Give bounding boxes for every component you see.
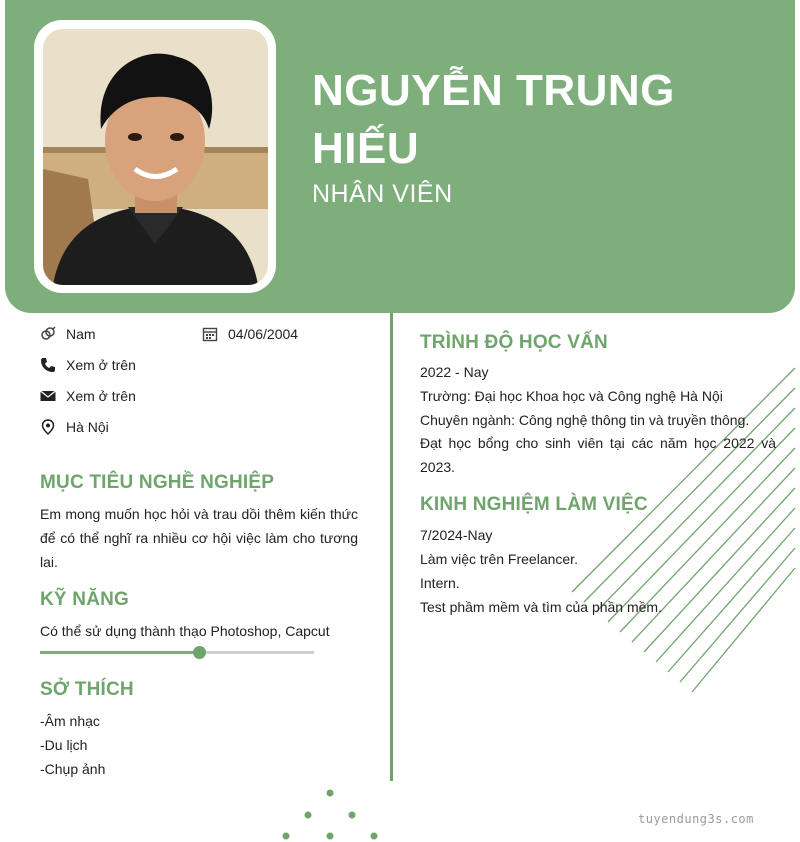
career-goal-text: Em mong muốn học hỏi và trau dồi thêm kiến thức để có thể nghĩ ra nhiều cơ hội việc làm cho tương lai.	[40, 506, 358, 570]
education-school: Trường: Đại học Khoa học và Công nghệ Hà Nội	[420, 388, 723, 404]
email-row	[40, 388, 136, 404]
hobby-item: -Chụp ảnh	[40, 761, 106, 777]
phone-value: Xem ở trên	[66, 357, 136, 373]
envelope-icon	[40, 388, 56, 404]
address-value: Hà Nội	[66, 419, 109, 435]
career-goal-title: MỤC TIÊU NGHỀ NGHIỆP	[40, 472, 275, 493]
hobby-item: -Du lịch	[40, 737, 88, 753]
phone-row	[40, 357, 136, 373]
experience-line: Làm việc trên Freelancer.	[420, 551, 578, 567]
education-period: 2022 - Nay	[420, 364, 489, 380]
experience-line: Intern.	[420, 575, 460, 591]
gender-row	[40, 326, 96, 342]
email-value: Xem ở trên	[66, 388, 136, 404]
candidate-name: NGUYỄN TRUNG HIẾU	[312, 66, 675, 173]
decorative-dots	[280, 786, 390, 842]
calendar-icon	[202, 326, 218, 342]
gender-icon	[40, 326, 56, 342]
profile-photo	[43, 29, 268, 285]
education-major: Chuyên ngành: Công nghệ thông tin và truyền thông.	[420, 412, 750, 428]
skills-title: KỸ NĂNG	[40, 589, 130, 610]
watermark: tuyendung3s.com	[638, 812, 754, 826]
hobby-item: -Âm nhạc	[40, 713, 100, 729]
location-pin-icon	[40, 419, 56, 435]
column-divider	[390, 313, 393, 781]
education-achievement: Đạt học bổng cho sinh viên tại các năm học 2022 và 2023.	[420, 435, 776, 475]
experience-line: Test phầm mềm và tìm của phần mềm.	[420, 599, 662, 615]
birthdate-value: 04/06/2004	[228, 326, 299, 342]
birthdate-row	[202, 326, 298, 342]
job-title: NHÂN VIÊN	[312, 180, 453, 208]
gender-value: Nam	[66, 326, 96, 342]
address-row	[40, 419, 109, 435]
experience-period: 7/2024-Nay	[420, 527, 493, 543]
phone-icon	[40, 357, 56, 373]
education-title: TRÌNH ĐỘ HỌC VẤN	[420, 332, 608, 353]
skill-level-bar	[40, 651, 314, 654]
skill-level-fill	[40, 651, 199, 654]
hobbies-title: SỞ THÍCH	[40, 679, 134, 700]
skill-label: Có thể sử dụng thành thạo Photoshop, Capcut	[40, 623, 330, 639]
experience-title: KINH NGHIỆM LÀM VIỆC	[420, 494, 648, 515]
skill-level-knob	[193, 646, 206, 659]
